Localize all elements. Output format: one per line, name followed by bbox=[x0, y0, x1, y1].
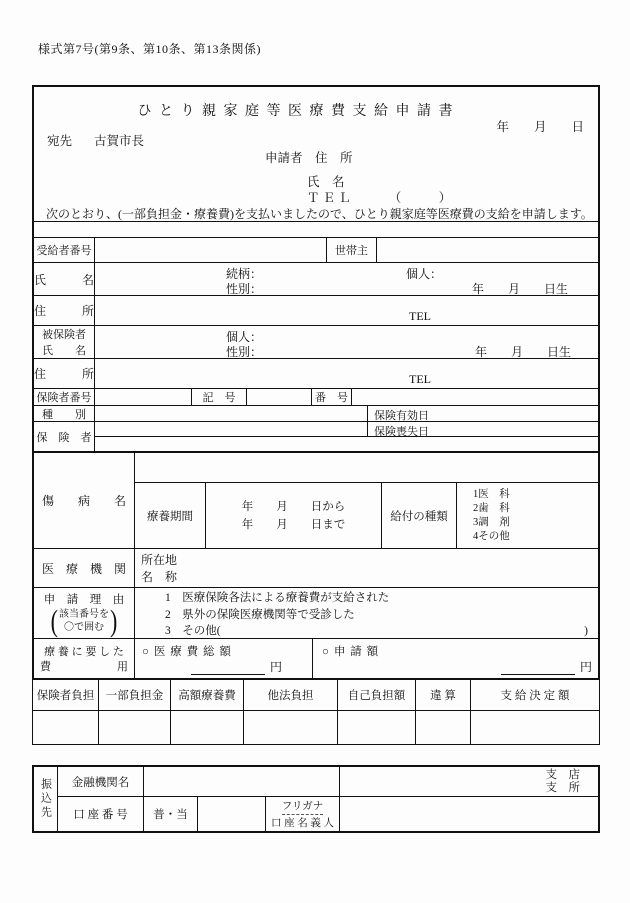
cost-label: 療 養 に 要 し た 費 用 bbox=[34, 639, 135, 680]
reason-option-3: 3 その他( ) bbox=[165, 625, 588, 637]
reason-label: 申 請 理 由 bbox=[43, 594, 125, 606]
recipient-no-label: 受給者番号 bbox=[34, 238, 95, 262]
householder-field bbox=[377, 238, 598, 262]
miscalculation-field bbox=[416, 711, 471, 744]
bank-institution-field bbox=[144, 767, 340, 796]
insured-name-label: 被保険者 氏 名 bbox=[34, 326, 95, 358]
valid-date-label: 保険有効日 bbox=[374, 410, 429, 421]
recipient-name-label: 氏 名 bbox=[34, 263, 95, 295]
total-cost-label: ○ 医 療 費 総 額 bbox=[142, 646, 232, 658]
holder-label: 口 座 名 義 人 bbox=[271, 818, 334, 830]
form-header bbox=[34, 87, 598, 222]
main-form-box bbox=[32, 85, 600, 680]
paren-close: ) bbox=[110, 602, 118, 638]
institution-field bbox=[135, 549, 598, 587]
insurer-no-label: 保険者番号 bbox=[34, 389, 95, 405]
account-number-label: 口 座 番 号 bbox=[58, 797, 144, 831]
addressee-name: 古賀市長 bbox=[94, 134, 145, 148]
row-medical-institution bbox=[34, 549, 598, 588]
row-insured-name bbox=[34, 326, 598, 359]
applicant-name-label: 氏 名 bbox=[307, 175, 345, 189]
bank-institution-row bbox=[58, 767, 598, 797]
row-recipient-address bbox=[34, 296, 598, 326]
row-recipient-name bbox=[34, 263, 598, 296]
person-insurance-table bbox=[34, 237, 598, 680]
reason-option-1: 1 医療保険各法による療養費が支給された bbox=[165, 592, 390, 604]
insured-address-field bbox=[95, 359, 598, 388]
disease-field bbox=[135, 453, 598, 483]
bank-transfer-table bbox=[32, 765, 600, 833]
insurer-subrow bbox=[95, 422, 598, 437]
birth-date-label: 年 月 日生 bbox=[472, 282, 569, 295]
insurer-burden-field bbox=[33, 711, 99, 744]
amounts-value-row bbox=[33, 711, 599, 744]
sex-label: 性別： bbox=[226, 282, 263, 295]
period-label: 療養期間 bbox=[135, 483, 206, 548]
claim-amount-field: 円 bbox=[501, 658, 592, 675]
period-field: 年 月 日から 年 月 日まで bbox=[206, 483, 382, 548]
treatment-period-row bbox=[135, 483, 598, 548]
institution-label: 医 療 機 関 bbox=[34, 549, 135, 587]
insured-personal-label: 個人： bbox=[226, 330, 263, 344]
benefit-type-label: 給付の種類 bbox=[382, 483, 457, 548]
bank-account-row bbox=[58, 797, 598, 831]
decided-amount-field bbox=[471, 711, 599, 744]
col-insurer-burden: 保険者負担 bbox=[33, 680, 99, 710]
total-cost-field: 円 bbox=[191, 658, 282, 675]
recipient-address-label: 住 所 bbox=[34, 296, 95, 325]
form-title: ひ と り 親 家 庭 等 医 療 費 支 給 申 請 書 bbox=[137, 104, 455, 119]
reason-label-cell bbox=[34, 588, 135, 638]
holder-field-cell bbox=[340, 797, 598, 831]
tel-label: Ｔ Ｅ Ｌ bbox=[307, 191, 351, 205]
high-cost-field bbox=[171, 711, 244, 744]
amounts-table bbox=[32, 680, 600, 745]
symbol-field bbox=[247, 389, 312, 405]
insured-name-field bbox=[95, 326, 598, 358]
date-line: 年 月 日 bbox=[496, 120, 584, 134]
partial-payment-field bbox=[99, 711, 171, 744]
row-application-reason bbox=[34, 588, 598, 639]
insured-sex-label: 性別： bbox=[226, 345, 263, 358]
disease-label: 傷 病 名 bbox=[34, 453, 135, 548]
declaration-statement: 次のとおり、(一部負担金・療養費)を支払いましたので、ひとり親家庭等医療費の支給を申請します。 bbox=[46, 207, 593, 221]
personal-no-label: 個人： bbox=[406, 267, 443, 281]
addressee-label: 宛先 bbox=[47, 134, 73, 148]
paren-open: ( bbox=[50, 602, 58, 638]
type-field bbox=[95, 406, 368, 421]
row-cost bbox=[34, 639, 598, 680]
self-pay-field bbox=[338, 711, 416, 744]
number-label: 番 号 bbox=[312, 389, 352, 405]
bank-branch-label: 支 店 支 所 bbox=[545, 768, 580, 794]
symbol-label: 記 号 bbox=[192, 389, 247, 405]
row-recipient-no bbox=[34, 238, 598, 263]
householder-label: 世帯主 bbox=[327, 238, 377, 262]
insurer-blank-subrow bbox=[95, 437, 598, 451]
insurer-no-field bbox=[95, 389, 192, 405]
col-decided-amount: 支 給 決 定 額 bbox=[500, 690, 570, 702]
total-cost-cell bbox=[135, 639, 313, 680]
relation-label: 続柄： bbox=[226, 267, 263, 281]
col-partial-payment: 一部負担金 bbox=[99, 680, 171, 710]
reason-note-1: 該当番号を bbox=[59, 609, 109, 620]
insurer-label: 保 険 者 bbox=[34, 422, 95, 451]
recipient-address-field bbox=[95, 296, 598, 325]
type-label: 種 別 bbox=[34, 406, 95, 421]
claim-amount-label: ○ 申 請 額 bbox=[322, 646, 380, 658]
row-insurance-type bbox=[34, 406, 598, 422]
institution-name-label: 名 称 bbox=[141, 570, 178, 584]
recipient-no-field bbox=[95, 238, 327, 262]
reason-option-2: 2 県外の保険医療機関等で受診した bbox=[165, 608, 355, 621]
col-high-cost: 高額療養費 bbox=[171, 680, 244, 710]
reason-note-2: 〇で囲む bbox=[64, 622, 104, 633]
insured-tel-label: TEL bbox=[409, 372, 431, 386]
insurer-field bbox=[95, 422, 368, 436]
account-number-field bbox=[198, 797, 266, 831]
loss-date-label: 保険喪失日 bbox=[374, 426, 429, 436]
row-insurer bbox=[34, 422, 598, 452]
benefit-options: 1医 科 2歯 科 3調 剤 4その他 bbox=[473, 488, 510, 542]
tel-blank: （ ） bbox=[388, 191, 452, 205]
bank-section-label: 振込先 bbox=[34, 767, 58, 831]
col-other-law: 他法負担 bbox=[244, 680, 338, 710]
amounts-header-row bbox=[33, 680, 599, 711]
row-insurer-number bbox=[34, 389, 598, 406]
insured-address-label: 住 所 bbox=[34, 359, 95, 388]
claim-amount-cell bbox=[313, 639, 598, 680]
bank-institution-label: 金融機関名 bbox=[58, 767, 144, 796]
institution-location-label: 所在地 bbox=[141, 553, 178, 567]
col-self-pay: 自己負担額 bbox=[338, 680, 416, 710]
row-insured-address bbox=[34, 359, 598, 389]
other-law-field bbox=[244, 711, 338, 744]
row-disease bbox=[34, 452, 598, 549]
furigana-label: フリガナ bbox=[282, 797, 323, 815]
col-miscalculation: 違 算 bbox=[416, 680, 471, 710]
insured-birth-label: 年 月 日生 bbox=[475, 345, 572, 358]
addressee-line bbox=[47, 131, 144, 149]
recipient-tel-label: TEL bbox=[409, 309, 431, 323]
reason-options bbox=[135, 588, 598, 638]
recipient-name-field bbox=[95, 263, 598, 295]
applicant-address-label: 申請者 住 所 bbox=[265, 151, 353, 165]
account-type-label: 普・当 bbox=[144, 797, 198, 831]
holder-label-cell bbox=[266, 797, 340, 831]
number-field bbox=[352, 389, 598, 405]
applicant-tel-line bbox=[307, 188, 451, 206]
form-number: 様式第7号(第9条、第10条、第13条関係) bbox=[38, 42, 261, 56]
